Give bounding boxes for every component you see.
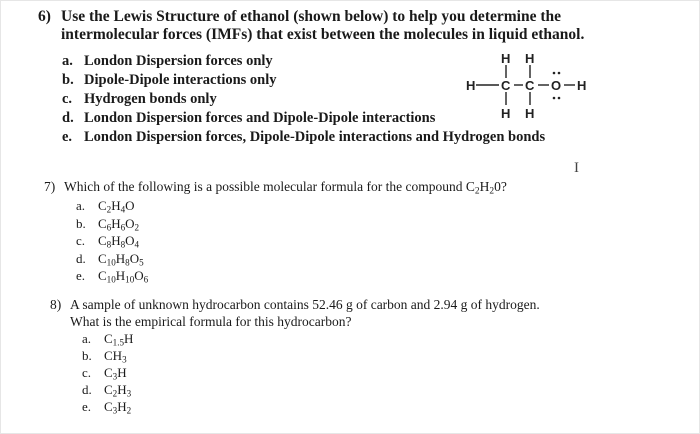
option-row[interactable] (82, 330, 133, 347)
option-letter: e. (82, 399, 92, 414)
atom-carbon: C (525, 78, 535, 93)
subscript: 2 (106, 204, 112, 215)
ethanol-lewis-structure (453, 51, 593, 123)
option-row[interactable] (76, 267, 148, 285)
element-symbol: O (125, 198, 135, 213)
element-symbol: H (111, 215, 121, 231)
question-7-options (76, 197, 148, 285)
option-letter: e. (62, 129, 73, 145)
subscript: 10 (125, 274, 135, 285)
element-symbol: O (125, 215, 135, 231)
element-symbol: C (98, 233, 107, 248)
stem-text: Which of the following is a possible molecular formula for the compound C (64, 179, 475, 194)
element-symbol: C (104, 399, 113, 414)
option-row[interactable] (82, 364, 133, 381)
subscript: 8 (106, 239, 112, 250)
option-row[interactable] (76, 215, 148, 233)
element-symbol: H (111, 198, 121, 213)
option-row[interactable] (62, 128, 545, 147)
element-symbol: H (115, 268, 126, 283)
element-symbol: O (125, 233, 135, 248)
element-symbol: C (104, 331, 113, 346)
option-letter: b. (62, 72, 74, 88)
question-8-stem (70, 296, 540, 330)
subscript: 4 (120, 204, 126, 215)
atom-carbon: C (501, 78, 511, 93)
option-letter: c. (62, 91, 73, 107)
question-8-number: 8) (50, 297, 62, 312)
option-row[interactable] (82, 381, 133, 398)
subscript: 6 (143, 274, 149, 285)
subscript: 3 (122, 354, 127, 365)
question-6-number: 6) (38, 8, 51, 25)
element-symbol: O (129, 250, 140, 266)
option-text: Dipole-Dipole interactions only (84, 72, 277, 88)
subscript: 8 (120, 239, 126, 250)
atom-hydrogen: H (525, 106, 535, 121)
element-symbol: C (98, 250, 107, 266)
subscript: 10 (106, 256, 116, 267)
element-symbol: H (117, 365, 127, 380)
stem-text: 0? (494, 179, 507, 194)
option-row[interactable] (76, 250, 148, 268)
option-letter: d. (62, 110, 74, 126)
subscript: 6 (106, 221, 112, 232)
atom-hydrogen: H (466, 78, 476, 93)
subscript: 3 (112, 371, 118, 382)
element-symbol: H (117, 399, 127, 414)
subscript: 2 (489, 186, 495, 197)
element-symbol: H (124, 331, 134, 346)
option-letter: d. (82, 382, 92, 397)
option-row[interactable] (76, 197, 148, 215)
question-6-line-2: intermolecular forces (IMFs) that exist between the molecules in liquid ethanol. (61, 26, 585, 43)
element-symbol: H (117, 382, 127, 397)
stem-text: H (479, 179, 490, 194)
question-8-line-1: A sample of unknown hydrocarbon contains 52.46 g of carbon and 2.94 g of hydrogen. (70, 297, 540, 312)
subscript: 6 (120, 221, 126, 232)
element-symbol: H (115, 250, 126, 266)
element-symbol: O (134, 268, 144, 283)
element-symbol: H (111, 233, 121, 248)
question-6 (38, 8, 678, 44)
subscript: 2 (126, 405, 132, 416)
option-text: London Dispersion forces and Dipole-Dipole interactions (84, 110, 436, 126)
option-letter: c. (82, 365, 92, 380)
question-7-number: 7) (44, 179, 56, 194)
atom-oxygen: O (551, 78, 562, 93)
subscript: 2 (112, 388, 118, 399)
option-row[interactable] (82, 398, 133, 415)
question-8-line-2: What is the empirical formula for this hydrocarbon? (70, 314, 352, 329)
option-letter: a. (82, 331, 92, 346)
subscript: 2 (134, 221, 140, 232)
question-6-stem (61, 8, 678, 44)
option-letter: b. (76, 215, 86, 231)
subscript: 4 (134, 239, 140, 250)
element-symbol: C (98, 215, 107, 231)
question-8 (50, 296, 540, 330)
subscript: 3 (112, 405, 118, 416)
option-letter: e. (76, 268, 86, 283)
subscript: 5 (139, 256, 144, 267)
element-symbol: C (98, 268, 107, 283)
subscript: 1.5 (112, 337, 125, 348)
subscript: 8 (125, 256, 130, 267)
question-6-line-1: Use the Lewis Structure of ethanol (shown below) to help you determine the (61, 8, 561, 25)
option-row[interactable] (82, 347, 133, 364)
option-text: Hydrogen bonds only (84, 91, 217, 107)
subscript: 10 (106, 274, 116, 285)
element-symbol: CH (104, 348, 123, 363)
atom-hydrogen: H (525, 51, 535, 66)
text-cursor-icon: I (574, 160, 579, 176)
element-symbol: C (98, 198, 107, 213)
question-8-options (82, 330, 133, 415)
option-text: London Dispersion forces only (84, 53, 273, 69)
atom-hydrogen: H (501, 106, 511, 121)
question-7-stem (64, 178, 507, 195)
option-letter: d. (76, 250, 86, 266)
option-letter: a. (76, 198, 86, 213)
atom-hydrogen: H (501, 51, 511, 66)
option-letter: c. (76, 233, 86, 248)
question-7 (44, 178, 507, 195)
element-symbol: C (104, 382, 113, 397)
subscript: 2 (474, 186, 480, 197)
option-text: London Dispersion forces, Dipole-Dipole interactions and Hydrogen bonds (84, 129, 546, 145)
option-letter: b. (82, 348, 92, 363)
option-letter: a. (62, 53, 73, 69)
element-symbol: C (104, 365, 113, 380)
atom-hydrogen: H (577, 78, 587, 93)
subscript: 3 (126, 388, 132, 399)
option-row[interactable] (76, 232, 148, 250)
